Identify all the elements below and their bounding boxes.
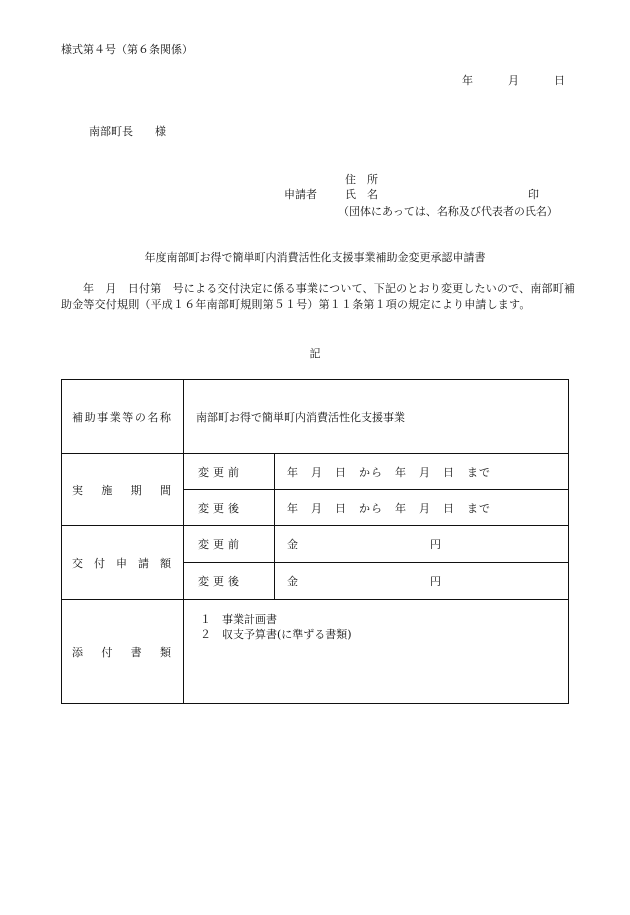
address-label: 住 所 [345, 173, 378, 186]
application-table [61, 379, 569, 704]
amount-before-row [62, 526, 569, 563]
attachments-list [184, 600, 569, 704]
amount-before-suffix: 円 [430, 538, 441, 551]
attachment-item: １ 事業計画書 [200, 613, 277, 626]
organization-note: （団体にあっては、名称及び代表者の氏名） [338, 205, 558, 218]
amount-before-prefix: 金 [287, 538, 298, 551]
seal-mark: 印 [528, 188, 539, 201]
applicant-label: 申請者 [284, 188, 317, 201]
amount-before-label: 変更前 [184, 526, 275, 563]
project-name-label: 補助事業等の名称 [62, 380, 184, 454]
date-day: 日 [554, 74, 565, 87]
period-after-value: 年 月 日 から 年 月 日 まで [275, 490, 569, 526]
amount-after-value [275, 563, 569, 600]
attachment-item: ２ 収支予算書(に準ずる書類) [200, 628, 352, 641]
date-year: 年 [462, 74, 473, 87]
amount-label: 交 付 申 請 額 [62, 526, 184, 600]
project-name-row [62, 380, 569, 454]
amount-after-prefix: 金 [287, 575, 298, 588]
amount-after-label: 変更後 [184, 563, 275, 600]
period-after-label: 変更後 [184, 490, 275, 526]
period-before-row [62, 454, 569, 490]
ki-heading: 記 [309, 347, 321, 360]
document-title: 年度南部町お得で簡単町内消費活性化支援事業補助金変更承認申請書 [144, 251, 486, 264]
period-before-label: 変更前 [184, 454, 275, 490]
date-line [462, 74, 565, 88]
project-name-value: 南部町お得で簡単町内消費活性化支援事業 [184, 380, 569, 454]
date-month: 月 [508, 74, 519, 87]
amount-after-suffix: 円 [430, 575, 441, 588]
period-before-value: 年 月 日 から 年 月 日 まで [275, 454, 569, 490]
period-label: 実 施 期 間 [62, 454, 184, 526]
addressee: 南部町長 様 [89, 125, 166, 138]
attachments-row [62, 600, 569, 704]
form-number: 様式第４号（第６条関係） [61, 43, 193, 56]
amount-before-value [275, 526, 569, 563]
attachments-label: 添 付 書 類 [62, 600, 184, 704]
body-paragraph: 年 月 日付第 号による交付決定に係る事業について、下記のとおり変更したいので、南部町補助金等交付規則（平成１６年南部町規則第５１号）第１１条第１項の規定により申請します。 [61, 282, 576, 311]
name-label: 氏 名 [345, 188, 378, 201]
